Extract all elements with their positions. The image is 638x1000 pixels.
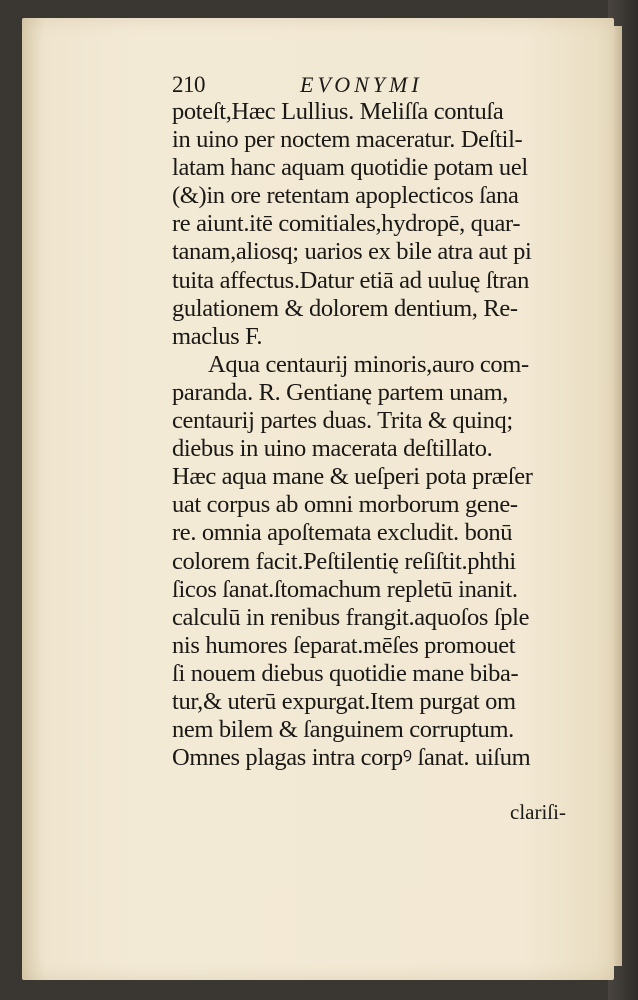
text-line: re. omnia apoſtemata excludit. bonū: [172, 519, 513, 547]
page-number: 210: [172, 72, 205, 97]
text-line: nis humores ſeparat.mēſes promouet: [172, 631, 516, 659]
text-line: Omnes plagas intra corpꝰ ſanat. uiſum: [172, 744, 531, 772]
text-line: re aiunt.itē comitiales,hydropē, quar-: [172, 210, 521, 238]
text-line: in uino per noctem maceratur. Deſtil-: [172, 126, 523, 154]
text-line: colorem facit.Peſtilentię reſiſtit.phthi: [172, 547, 516, 575]
text-line: Hæc aqua mane & ueſperi pota præſer: [172, 463, 533, 491]
body-text: [172, 98, 592, 772]
catchword: clariſi-: [510, 800, 566, 824]
text-line: ſicos ſanat.ſtomachum repletū inanit.: [172, 575, 518, 603]
text-line: tanam,aliosq; uarios ex bile atra aut pi: [172, 238, 532, 266]
text-line: ſi nouem diebus quotidie mane biba-: [172, 659, 519, 687]
text-line: paranda. R. Gentianę partem unam,: [172, 378, 509, 406]
text-line: (&)in ore retentam apoplecticos ſana: [172, 182, 519, 210]
text-line: latam hanc aquam quotidie potam uel: [172, 154, 528, 182]
text-line: tuita affectus.Datur etiā ad uuluę ſtran: [172, 266, 529, 294]
text-line: nem bilem & ſanguinem corruptum.: [172, 716, 514, 744]
paragraph-start-line: Aqua centaurij minoris,auro com-: [208, 350, 529, 378]
text-line: maclus F.: [172, 322, 263, 350]
text-line: diebus in uino macerata deſtillato.: [172, 435, 493, 463]
text-line: poteſt,Hæc Lullius. Meliſſa contuſa: [172, 98, 504, 125]
text-line: gulationem & dolorem dentium, Re-: [172, 294, 518, 322]
text-line: tur,& uterū expurgat.Item purgat om: [172, 687, 516, 715]
text-line: centaurij partes duas. Trita & quinq;: [172, 407, 513, 435]
text-line: calculū in renibus frangit.aquoſos ſple: [172, 603, 530, 631]
text-line: uat corpus ab omni morborum gene-: [172, 491, 518, 519]
running-title: EVONYMI: [300, 72, 423, 97]
